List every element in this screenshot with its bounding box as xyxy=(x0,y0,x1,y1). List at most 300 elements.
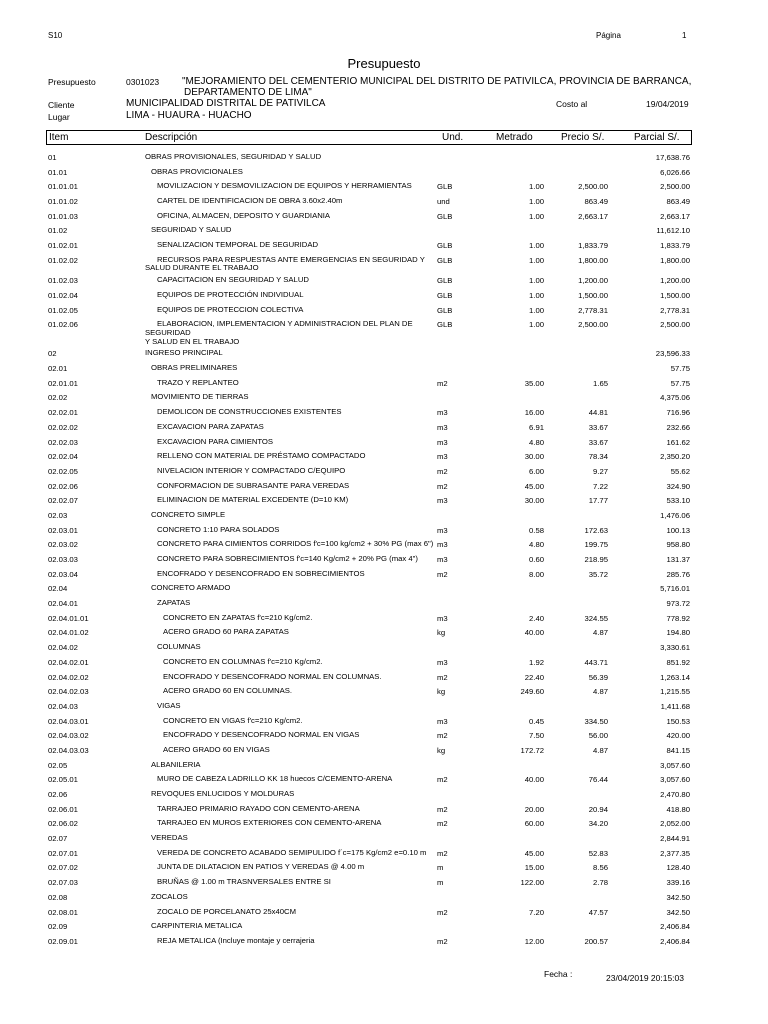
table-row xyxy=(0,597,768,612)
row-unit: m2 xyxy=(437,936,448,946)
row-description-line: VEREDA DE CONCRETO ACABADO SEMIPULIDO f´c=175 Kg/cm2 e=0.10 m xyxy=(157,847,427,857)
row-metrado: 16.00 xyxy=(524,408,544,418)
table-row xyxy=(0,538,768,553)
row-description-line: EQUIPOS DE PROTECCION COLECTIVA xyxy=(157,304,304,314)
row-parcial: 851.92 xyxy=(666,657,690,667)
table-row xyxy=(0,195,768,210)
row-description xyxy=(157,878,331,887)
row-description xyxy=(163,673,382,682)
row-precio: 2.78 xyxy=(593,878,608,888)
row-item: 02.07.01 xyxy=(48,848,78,858)
row-parcial: 342.50 xyxy=(666,907,690,917)
row-parcial: 1,215.55 xyxy=(660,687,690,697)
row-description xyxy=(157,438,273,447)
row-unit: m xyxy=(437,863,444,873)
table-row xyxy=(0,582,768,597)
row-unit: kg xyxy=(437,745,446,755)
table-row xyxy=(0,362,768,377)
row-parcial: 1,833.79 xyxy=(660,241,690,251)
row-item: 02.03.01 xyxy=(48,525,78,535)
table-row xyxy=(0,817,768,832)
costo-label: Costo al xyxy=(556,99,588,109)
project-name-line2: DEPARTAMENTO DE LIMA" xyxy=(184,87,312,98)
row-description xyxy=(157,482,349,491)
row-description-line: ENCOFRADO Y DESENCOFRADO NORMAL EN COLUMNAS. xyxy=(163,671,382,681)
row-unit: GLB xyxy=(437,276,453,286)
row-unit: m2 xyxy=(437,481,448,491)
row-description xyxy=(151,168,243,177)
row-parcial: 57.75 xyxy=(670,378,690,388)
cliente-value: MUNICIPALIDAD DISTRITAL DE PATIVILCA xyxy=(126,98,326,109)
row-description xyxy=(157,452,365,461)
row-metrado: 1.00 xyxy=(529,241,544,251)
presupuesto-code: 0301023 xyxy=(126,77,160,87)
row-parcial: 5,716.01 xyxy=(660,584,690,594)
row-precio: 4.87 xyxy=(593,687,608,697)
row-item: 02.02.05 xyxy=(48,466,78,476)
row-parcial: 2,663.17 xyxy=(660,211,690,221)
table-row xyxy=(0,847,768,862)
row-description-line: SALUD DURANTE EL TRABAJO xyxy=(145,263,259,273)
row-description-line: COLUMNAS xyxy=(157,642,201,652)
row-parcial: 23,596.33 xyxy=(655,349,690,359)
row-item: 02.02.01 xyxy=(48,408,78,418)
row-description xyxy=(163,614,312,623)
row-parcial: 2,500.00 xyxy=(660,320,690,330)
row-parcial: 11,612.10 xyxy=(656,226,690,236)
table-row xyxy=(0,788,768,803)
row-metrado: 0.45 xyxy=(529,716,544,726)
row-item: 02.05.01 xyxy=(48,775,78,785)
row-parcial: 1,500.00 xyxy=(660,291,690,300)
row-item: 02.08 xyxy=(48,892,68,902)
row-item: 02.05 xyxy=(48,760,68,770)
row-precio: 199.75 xyxy=(584,540,608,550)
column-precio: Precio S/. xyxy=(561,132,605,143)
row-precio: 443.71 xyxy=(584,657,608,667)
row-description xyxy=(157,212,330,221)
row-item: 02.04.03.03 xyxy=(48,745,89,755)
row-precio: 1.65 xyxy=(593,378,608,388)
row-parcial: 2,377.35 xyxy=(660,848,690,858)
row-unit: m3 xyxy=(437,496,448,506)
row-unit: GLB xyxy=(437,241,453,251)
row-precio: 33.67 xyxy=(588,437,608,447)
row-precio: 44.81 xyxy=(588,408,608,418)
row-parcial: 1,476.06 xyxy=(660,510,690,520)
row-metrado: 6.91 xyxy=(529,422,544,432)
row-description-line: CONCRETO ARMADO xyxy=(151,583,231,593)
table-row xyxy=(0,450,768,465)
row-parcial: 973.72 xyxy=(666,599,690,609)
row-description xyxy=(151,834,188,843)
row-parcial: 131.37 xyxy=(666,555,690,564)
row-item: 02.09.01 xyxy=(48,936,78,946)
row-description-line: CONCRETO 1:10 PARA SOLADOS xyxy=(157,524,280,534)
table-row xyxy=(0,935,768,950)
row-metrado: 172.72 xyxy=(520,745,544,755)
row-description-line: REJA METALICA (Incluye montaje y cerrajeria xyxy=(157,935,315,945)
column-item: Item xyxy=(49,132,69,143)
row-item: 02.06 xyxy=(48,790,68,799)
row-description xyxy=(157,775,392,784)
cliente-label: Cliente xyxy=(48,100,75,110)
project-name-line1: "MEJORAMIENTO DEL CEMENTERIO MUNICIPAL DEL DISTRITO DE PATIVILCA, PROVINCIA DE BARRANCA, xyxy=(182,76,692,87)
row-item: 02.06.02 xyxy=(48,819,78,829)
table-row xyxy=(0,239,768,254)
row-description xyxy=(157,805,360,814)
row-description xyxy=(145,254,425,273)
row-parcial: 4,375.06 xyxy=(660,393,690,403)
row-description-line: TARRAJEO PRIMARIO RAYADO CON CEMENTO-ARENA xyxy=(157,803,360,813)
row-item: 02.02.06 xyxy=(48,481,78,491)
row-precio: 34.20 xyxy=(588,819,608,829)
row-precio: 56.39 xyxy=(588,672,608,682)
row-item: 02.02.07 xyxy=(48,496,78,506)
row-item: 01.01.03 xyxy=(48,211,78,221)
fecha-value: 23/04/2019 20:15:03 xyxy=(606,973,684,983)
row-description xyxy=(157,197,342,206)
row-description xyxy=(157,937,315,946)
row-precio: 47.57 xyxy=(588,907,608,917)
row-precio: 52.83 xyxy=(588,848,608,858)
row-description-line: CONFORMACION DE SUBRASANTE PARA VEREDAS xyxy=(157,480,350,490)
table-row xyxy=(0,166,768,181)
row-metrado: 1.00 xyxy=(529,320,544,330)
row-parcial: 324.90 xyxy=(666,481,690,491)
table-row xyxy=(0,641,768,656)
row-description-line: CAPACITACION EN SEGURIDAD Y SALUD xyxy=(157,275,309,285)
row-unit: m2 xyxy=(437,569,448,579)
table-row xyxy=(0,524,768,539)
row-metrado: 12.00 xyxy=(524,936,544,946)
row-description xyxy=(151,790,294,799)
table-row xyxy=(0,715,768,730)
row-precio: 218.95 xyxy=(584,555,608,564)
row-parcial: 194.80 xyxy=(666,628,690,638)
row-item: 02.07 xyxy=(48,834,68,844)
row-description-line: TARRAJEO EN MUROS EXTERIORES CON CEMENTO-ARENA xyxy=(157,818,382,828)
row-metrado: 40.00 xyxy=(524,628,544,638)
row-unit: m3 xyxy=(437,408,448,418)
row-unit: kg xyxy=(437,628,446,638)
row-parcial: 2,406.84 xyxy=(660,936,690,946)
table-row xyxy=(0,210,768,225)
row-precio: 78.34 xyxy=(588,452,608,462)
table-row xyxy=(0,920,768,935)
table-row xyxy=(0,391,768,406)
row-metrado: 2.40 xyxy=(529,613,544,623)
row-description xyxy=(151,364,237,373)
row-description-line: ZAPATAS xyxy=(157,598,191,608)
row-unit: GLB xyxy=(437,182,453,192)
row-parcial: 17,638.76 xyxy=(655,153,690,162)
table-header xyxy=(46,130,692,145)
row-description-line: DEMOLICON DE CONSTRUCCIONES EXISTENTES xyxy=(157,407,342,417)
row-item: 02.02.03 xyxy=(48,437,78,447)
row-description xyxy=(145,349,223,358)
row-item: 01.02.05 xyxy=(48,305,78,315)
row-precio: 7.22 xyxy=(593,481,608,491)
row-item: 02.01.01 xyxy=(48,378,78,388)
row-description-line: TRAZO Y REPLANTEO xyxy=(157,377,239,387)
row-metrado: 122.00 xyxy=(520,878,544,888)
table-row xyxy=(0,626,768,641)
row-metrado: 1.92 xyxy=(529,657,544,667)
row-description xyxy=(157,408,342,417)
table-row xyxy=(0,700,768,715)
costo-date: 19/04/2019 xyxy=(646,99,689,109)
row-description xyxy=(157,291,304,300)
table-row xyxy=(0,773,768,788)
table-row xyxy=(0,744,768,759)
row-description xyxy=(163,687,292,696)
row-precio: 1,500.00 xyxy=(578,291,608,300)
row-unit: m2 xyxy=(437,378,448,388)
row-parcial: 1,800.00 xyxy=(660,255,690,265)
row-item: 02.03.04 xyxy=(48,569,78,579)
row-parcial: 863.49 xyxy=(666,197,690,207)
report-code: S10 xyxy=(48,31,63,40)
row-item: 02.02.02 xyxy=(48,422,78,432)
row-metrado: 20.00 xyxy=(524,804,544,814)
row-precio: 863.49 xyxy=(584,197,608,207)
row-description xyxy=(157,526,279,535)
row-unit: m3 xyxy=(437,555,448,564)
row-description-line: ELABORACION, IMPLEMENTACION Y ADMINISTRACION DEL PLAN DE xyxy=(157,319,413,329)
row-unit: m3 xyxy=(437,525,448,535)
row-unit: GLB xyxy=(437,305,453,315)
row-unit: und xyxy=(437,197,450,207)
row-precio: 33.67 xyxy=(588,422,608,432)
row-parcial: 55.62 xyxy=(670,466,690,476)
row-parcial: 2,500.00 xyxy=(660,182,690,192)
table-row xyxy=(0,406,768,421)
row-unit: m2 xyxy=(437,731,448,741)
row-description xyxy=(151,761,201,770)
row-item: 02.06.01 xyxy=(48,804,78,814)
row-parcial: 778.92 xyxy=(666,613,690,623)
row-parcial: 57.75 xyxy=(670,364,690,374)
row-description-line: OFICINA, ALMACEN, DEPOSITO Y GUARDIANIA xyxy=(157,210,331,220)
table-row xyxy=(0,180,768,195)
row-item: 02.04 xyxy=(48,584,68,594)
row-item: 01.02.03 xyxy=(48,276,78,286)
row-description-line: BRUÑAS @ 1.00 m TRASNVERSALES ENTRE SI xyxy=(157,877,331,887)
row-unit: m3 xyxy=(437,437,448,447)
row-unit: m xyxy=(437,878,444,888)
row-metrado: 1.00 xyxy=(529,182,544,192)
row-description xyxy=(163,658,323,667)
row-description-line: ALBANILERIA xyxy=(151,759,201,769)
row-metrado: 45.00 xyxy=(524,848,544,858)
row-description-line: SEGURIDAD Y SALUD xyxy=(151,225,232,235)
row-parcial: 2,844.91 xyxy=(660,834,690,844)
row-parcial: 2,350.20 xyxy=(660,452,690,462)
row-item: 01.01.02 xyxy=(48,197,78,207)
row-precio: 2,778.31 xyxy=(578,305,608,315)
row-item: 01.01 xyxy=(48,167,68,177)
row-metrado: 0.58 xyxy=(529,525,544,535)
row-description-line: OBRAS PRELIMINARES xyxy=(151,363,238,373)
row-description xyxy=(151,893,188,902)
row-item: 02.09 xyxy=(48,922,68,932)
row-metrado: 30.00 xyxy=(524,496,544,506)
table-row xyxy=(0,891,768,906)
row-description-line: RELLENO CON MATERIAL DE PRÉSTAMO COMPACTADO xyxy=(157,451,366,461)
row-parcial: 1,263.14 xyxy=(660,672,690,682)
table-row xyxy=(0,568,768,583)
row-parcial: 285.76 xyxy=(666,569,690,579)
row-item: 02.02.04 xyxy=(48,452,78,462)
row-unit: GLB xyxy=(437,291,453,300)
row-metrado: 4.80 xyxy=(529,437,544,447)
row-item: 01.02.01 xyxy=(48,241,78,251)
row-description xyxy=(157,241,318,250)
row-item: 02.04.03.02 xyxy=(48,731,89,741)
row-description xyxy=(157,702,181,711)
row-description xyxy=(151,922,242,931)
table-row xyxy=(0,254,768,275)
row-precio: 76.44 xyxy=(588,775,608,785)
row-description-line: CARTEL DE IDENTIFICACION DE OBRA 3.60x2.40m xyxy=(157,196,343,206)
row-parcial: 150.53 xyxy=(666,716,690,726)
row-item: 02.08.01 xyxy=(48,907,78,917)
row-description-line: ACERO GRADO 60 EN VIGAS xyxy=(163,744,270,754)
row-metrado: 7.50 xyxy=(529,731,544,741)
row-parcial: 3,057.60 xyxy=(660,760,690,770)
row-parcial: 2,052.00 xyxy=(660,819,690,829)
row-precio: 172.63 xyxy=(584,525,608,535)
table-row xyxy=(0,759,768,774)
row-item: 02.04.02 xyxy=(48,643,78,653)
row-parcial: 3,057.60 xyxy=(660,775,690,785)
row-item: 01 xyxy=(48,153,57,162)
row-metrado: 0.60 xyxy=(529,555,544,564)
lugar-label: Lugar xyxy=(48,112,70,122)
row-unit: kg xyxy=(437,687,446,697)
row-metrado: 6.00 xyxy=(529,466,544,476)
table-row xyxy=(0,465,768,480)
row-description-line: CONCRETO PARA SOBRECIMIENTOS f'c=140 Kg/cm2 + 20% PG (max 4") xyxy=(157,554,418,563)
row-precio: 20.94 xyxy=(588,804,608,814)
row-item: 01.02 xyxy=(48,226,68,236)
row-item: 02.04.01.02 xyxy=(48,628,89,638)
row-description-line: CONCRETO PARA CIMIENTOS CORRIDOS f'c=100 kg/cm2 + 30% PG (max 6") xyxy=(157,539,434,549)
row-description-line: ZOCALOS xyxy=(151,891,188,901)
page-label: Página xyxy=(596,31,621,40)
row-item: 01.02.02 xyxy=(48,255,78,265)
table-row xyxy=(0,509,768,524)
row-metrado: 15.00 xyxy=(524,863,544,873)
row-description xyxy=(163,731,359,740)
table-row xyxy=(0,685,768,700)
row-description-line: ACERO GRADO 60 EN COLUMNAS. xyxy=(163,686,293,696)
row-description-line: EQUIPOS DE PROTECCIÓN INDIVIDUAL xyxy=(157,290,304,299)
table-row xyxy=(0,729,768,744)
row-precio: 200.57 xyxy=(584,936,608,946)
row-metrado: 1.00 xyxy=(529,255,544,265)
row-precio: 2,500.00 xyxy=(578,182,608,192)
row-description xyxy=(163,746,270,755)
row-precio: 1,833.79 xyxy=(578,241,608,251)
row-description xyxy=(157,863,364,872)
row-precio: 2,663.17 xyxy=(578,211,608,221)
row-unit: GLB xyxy=(437,211,453,221)
row-description-line: JUNTA DE DILATACION EN PATIOS Y VEREDAS @ 4.00 m xyxy=(157,862,365,872)
row-item: 01.02.06 xyxy=(48,320,78,330)
row-metrado: 35.00 xyxy=(524,378,544,388)
row-unit: m2 xyxy=(437,466,448,476)
row-unit: m2 xyxy=(437,804,448,814)
row-description xyxy=(157,555,418,564)
row-description-line: CARPINTERIA METALICA xyxy=(151,921,243,931)
row-item: 02.01 xyxy=(48,364,68,374)
row-description-line: OBRAS PROVISIONALES, SEGURIDAD Y SALUD xyxy=(145,152,322,161)
row-description-line: NIVELACION INTERIOR Y COMPACTADO C/EQUIPO xyxy=(157,465,346,475)
table-row xyxy=(0,224,768,239)
row-item: 01.01.01 xyxy=(48,182,78,192)
row-item: 02.04.03.01 xyxy=(48,716,89,726)
row-unit: m3 xyxy=(437,452,448,462)
row-metrado: 30.00 xyxy=(524,452,544,462)
row-description xyxy=(157,276,309,285)
row-description-line: ENCOFRADO Y DESENCOFRADO EN SOBRECIMIENTOS xyxy=(157,568,365,578)
row-parcial: 420.00 xyxy=(666,731,690,741)
row-unit: m3 xyxy=(437,540,448,550)
row-precio: 324.55 xyxy=(584,613,608,623)
row-description-line: OBRAS PROVICIONALES xyxy=(151,166,243,176)
row-description xyxy=(157,306,303,315)
table-row xyxy=(0,289,768,304)
row-item: 02.04.03 xyxy=(48,701,78,711)
row-parcial: 716.96 xyxy=(666,408,690,418)
row-item: 02.03.03 xyxy=(48,555,78,564)
row-item: 01.02.04 xyxy=(48,291,78,300)
table-row xyxy=(0,612,768,627)
row-metrado: 4.80 xyxy=(529,540,544,550)
table-row xyxy=(0,553,768,568)
table-row xyxy=(0,906,768,921)
row-parcial: 533.10 xyxy=(666,496,690,506)
table-row xyxy=(0,480,768,495)
row-item: 02.07.02 xyxy=(48,863,78,873)
row-item: 02.04.02.02 xyxy=(48,672,89,682)
table-row xyxy=(0,494,768,509)
table-row xyxy=(0,671,768,686)
row-unit: GLB xyxy=(437,320,453,330)
column-und: Und. xyxy=(442,132,464,143)
lugar-value: LIMA - HUAURA - HUACHO xyxy=(126,110,252,121)
table-row xyxy=(0,803,768,818)
row-precio: 8.56 xyxy=(593,863,608,873)
row-description-line: CONCRETO SIMPLE xyxy=(151,509,226,519)
table-row xyxy=(0,832,768,847)
row-description xyxy=(157,379,239,388)
presupuesto-label: Presupuesto xyxy=(48,77,96,87)
table-row xyxy=(0,377,768,392)
row-item: 02.04.02.01 xyxy=(48,657,89,667)
row-parcial: 2,406.84 xyxy=(660,922,690,932)
row-description-line: EXCAVACION PARA ZAPATAS xyxy=(157,421,264,431)
row-description-line: RECURSOS PARA RESPUESTAS ANTE EMERGENCIAS EN SEGURIDAD Y xyxy=(157,254,425,264)
row-description-line: MOVILIZACION Y DESMOVILIZACION DE EQUIPOS Y HERRAMIENTAS xyxy=(157,181,412,191)
row-description-line: VIGAS xyxy=(157,700,181,710)
row-description-line: SENALIZACION TEMPORAL DE SEGURIDAD xyxy=(157,240,319,250)
row-unit: m2 xyxy=(437,775,448,785)
table-row xyxy=(0,861,768,876)
row-precio: 9.27 xyxy=(593,466,608,476)
